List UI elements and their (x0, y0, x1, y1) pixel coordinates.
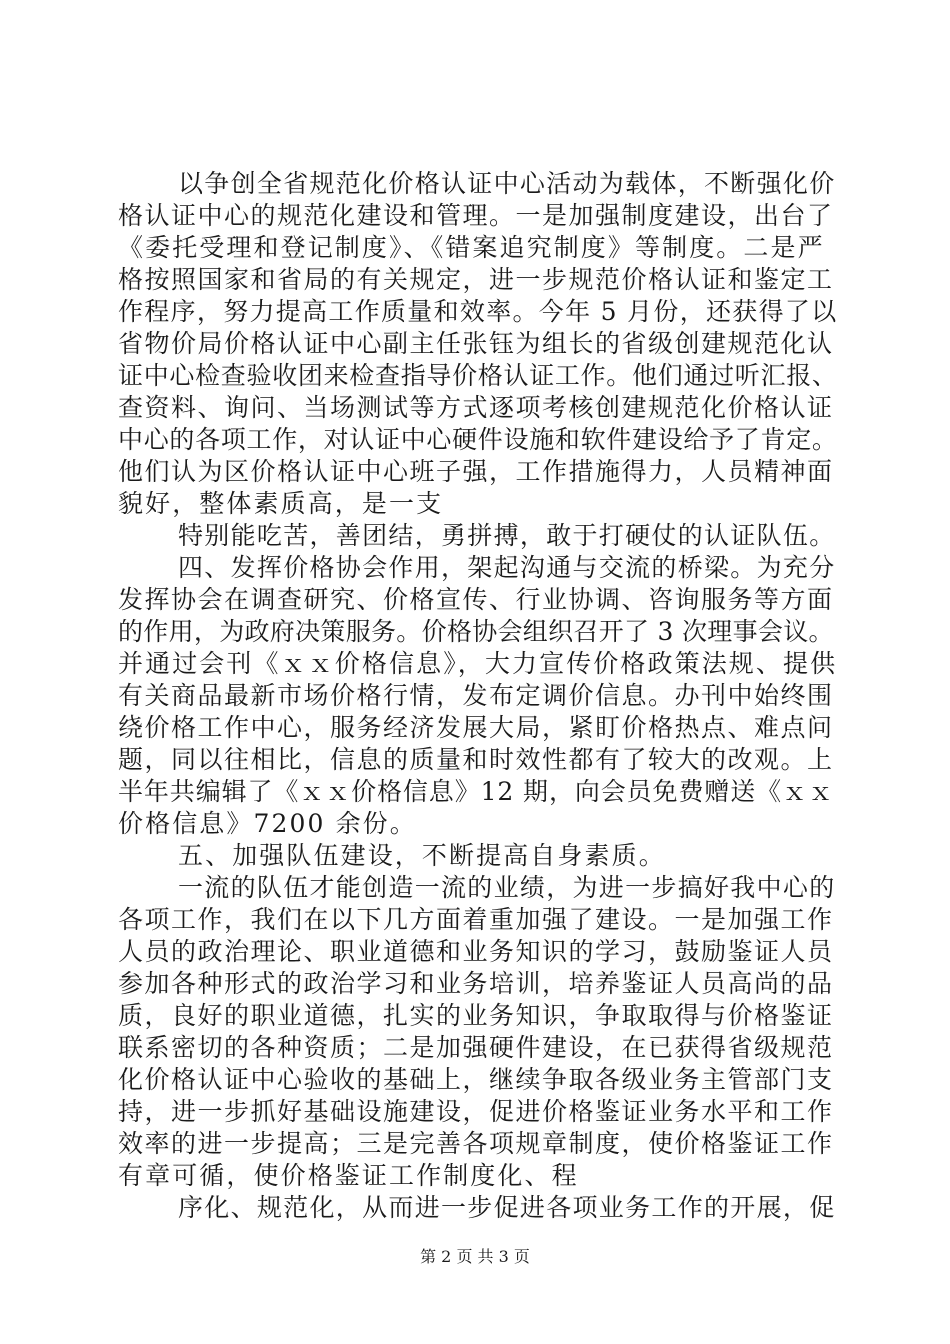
text-line: 并通过会刊《ｘｘ价格信息》，大力宣传价格政策法规、提供 (118, 649, 838, 678)
text-line: 参加各种形式的政治学习和业务培训，培养鉴证人员高尚的品 (118, 969, 834, 998)
text-line: 一流的队伍才能创造一流的业绩，为进一步搞好我中心的 (178, 873, 836, 902)
text-line: 的作用，为政府决策服务。价格协会组织召开了 3 次理事会议。 (118, 617, 834, 646)
text-line: 绕价格工作中心，服务经济发展大局，紧盯价格热点、难点问 (118, 713, 834, 742)
text-line: 序化、规范化，从而进一步促进各项业务工作的开展，促 (178, 1193, 836, 1222)
text-line: 化价格认证中心验收的基础上，继续争取各级业务主管部门支 (118, 1065, 834, 1094)
text-line: 有关商品最新市场价格行情，发布定调价信息。办刊中始终围 (118, 681, 834, 710)
text-line: 证中心检查验收团来检查指导价格认证工作。他们通过听汇报、 (118, 361, 838, 390)
text-line: 四、发挥价格协会作用，架起沟通与交流的桥梁。为充分 (178, 553, 836, 582)
text-line: 他们认为区价格认证中心班子强，工作措施得力，人员精神面 (118, 457, 834, 486)
text-line: 《委托受理和登记制度》、《错案追究制度》等制度。二是严 (118, 233, 825, 262)
text-line: 半年共编辑了《ｘｘ价格信息》12 期，向会员免费赠送《ｘｘ (118, 777, 834, 806)
text-line: 题，同以往相比，信息的质量和时效性都有了较大的改观。上 (118, 745, 834, 774)
text-line: 五、加强队伍建设，不断提高自身素质。 (178, 841, 666, 870)
body-text (118, 168, 838, 1224)
page-footer: 第 2 页 共 3 页 (420, 1247, 530, 1266)
text-line: 各项工作，我们在以下几方面着重加强了建设。一是加强工作 (118, 905, 834, 934)
text-line: 省物价局价格认证中心副主任张钰为组长的省级创建规范化认 (118, 329, 834, 358)
text-line: 人员的政治理论、职业道德和业务知识的学习，鼓励鉴证人员 (118, 937, 834, 966)
text-line: 特别能吃苦，善团结，勇拼搏，敢于打硬仗的认证队伍。 (178, 521, 836, 550)
text-line: 发挥协会在调查研究、价格宣传、行业协调、咨询服务等方面 (118, 585, 834, 614)
text-line: 作程序，努力提高工作质量和效率。今年 5 月份，还获得了以 (118, 297, 838, 326)
text-line: 以争创全省规范化价格认证中心活动为载体，不断强化价 (178, 169, 836, 198)
text-line: 效率的进一步提高；三是完善各项规章制度，使价格鉴证工作 (118, 1129, 834, 1158)
text-line: 中心的各项工作，对认证中心硬件设施和软件建设给予了肯定。 (118, 425, 838, 454)
text-line: 持，进一步抓好基础设施建设，促进价格鉴证业务水平和工作 (118, 1097, 834, 1126)
text-line: 格按照国家和省局的有关规定，进一步规范价格认证和鉴定工 (118, 265, 834, 294)
text-line: 查资料、询问、当场测试等方式逐项考核创建规范化价格认证 (118, 393, 834, 422)
text-line: 质，良好的职业道德，扎实的业务知识，争取取得与价格鉴证 (118, 1001, 834, 1030)
text-line: 有章可循，使价格鉴证工作制度化、程 (118, 1161, 579, 1190)
text-line: 联系密切的各种资质；二是加强硬件建设，在已获得省级规范 (118, 1033, 834, 1062)
text-line: 价格信息》7200 余份。 (118, 809, 417, 838)
text-line: 格认证中心的规范化建设和管理。一是加强制度建设，出台了 (118, 201, 834, 230)
text-line: 貌好，整体素质高，是一支 (118, 489, 444, 518)
